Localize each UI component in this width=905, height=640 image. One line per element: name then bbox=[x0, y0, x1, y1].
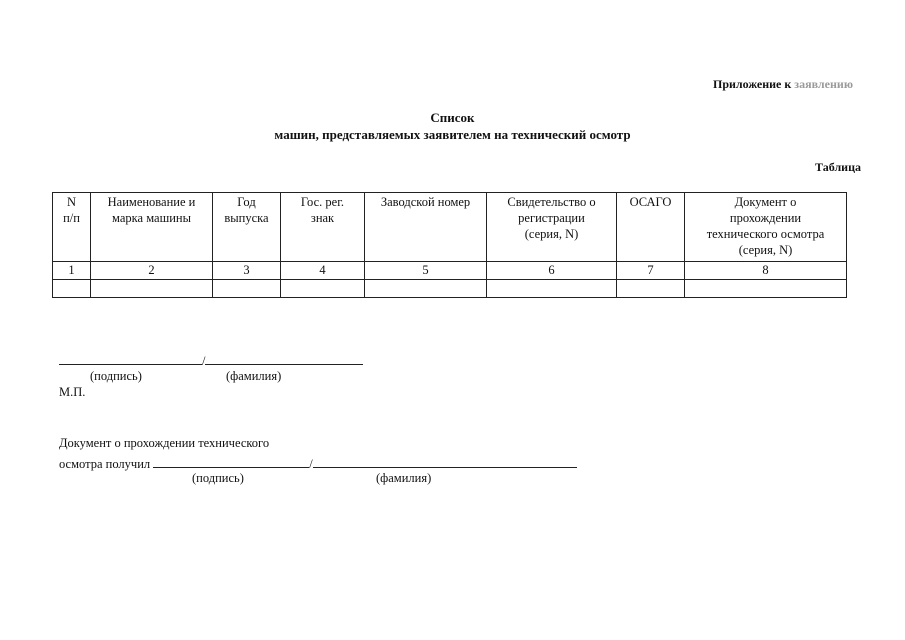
column-header-year: Год выпуска bbox=[213, 193, 281, 262]
column-number: 3 bbox=[213, 262, 281, 280]
receipt-signature-line: осмотра получил / bbox=[59, 455, 577, 472]
signature-caption-2: (подпись) bbox=[192, 471, 244, 485]
receipt-text-line1: Документ о прохождении технического bbox=[59, 436, 270, 450]
table-cell bbox=[365, 280, 487, 298]
column-number: 2 bbox=[91, 262, 213, 280]
surname-caption-2: (фамилия) bbox=[376, 471, 432, 485]
column-number: 8 bbox=[685, 262, 847, 280]
machines-table bbox=[52, 192, 847, 298]
receipt-text-line2: осмотра получил bbox=[59, 457, 151, 471]
column-header-machine-name: Наименование и марка машины bbox=[91, 193, 213, 262]
surname-caption-1: (фамилия) bbox=[226, 369, 282, 383]
table-cell bbox=[53, 280, 91, 298]
column-header-registration-certificate: Свидетельство о регистрации (серия, N) bbox=[487, 193, 617, 262]
seal-label: М.П. bbox=[59, 385, 86, 399]
column-header-factory-number: Заводской номер bbox=[365, 193, 487, 262]
surname-blank bbox=[313, 455, 577, 468]
column-header-osago: ОСАГО bbox=[617, 193, 685, 262]
appendix-label bbox=[713, 77, 853, 92]
table-row-empty bbox=[53, 280, 847, 298]
signature-caption-1: (подпись) bbox=[90, 369, 142, 383]
signature-blank bbox=[59, 352, 202, 365]
table-header-row bbox=[53, 193, 847, 262]
document-title: Список bbox=[430, 110, 475, 125]
column-header-reg-plate: Гос. рег. знак bbox=[281, 193, 365, 262]
table-cell bbox=[91, 280, 213, 298]
table-caption: Таблица bbox=[815, 160, 861, 174]
column-number: 7 bbox=[617, 262, 685, 280]
column-number: 4 bbox=[281, 262, 365, 280]
column-header-inspection-document: Документ о прохождении технического осмотра (серия, N) bbox=[685, 193, 847, 262]
column-number: 5 bbox=[365, 262, 487, 280]
column-numbers-row bbox=[53, 262, 847, 280]
table-cell bbox=[617, 280, 685, 298]
appendix-label-faded: заявлению bbox=[794, 77, 853, 91]
surname-blank bbox=[205, 352, 363, 365]
appendix-label-text: Приложение к bbox=[713, 77, 792, 91]
table-cell bbox=[281, 280, 365, 298]
table-cell bbox=[213, 280, 281, 298]
signature-blank bbox=[153, 455, 309, 468]
column-number: 6 bbox=[487, 262, 617, 280]
table-cell bbox=[685, 280, 847, 298]
column-header-number: N п/п bbox=[53, 193, 91, 262]
table-cell bbox=[487, 280, 617, 298]
document-subtitle: машин, представляемых заявителем на технический осмотр bbox=[274, 127, 631, 142]
column-number: 1 bbox=[53, 262, 91, 280]
signature-line-1: / bbox=[59, 352, 363, 369]
